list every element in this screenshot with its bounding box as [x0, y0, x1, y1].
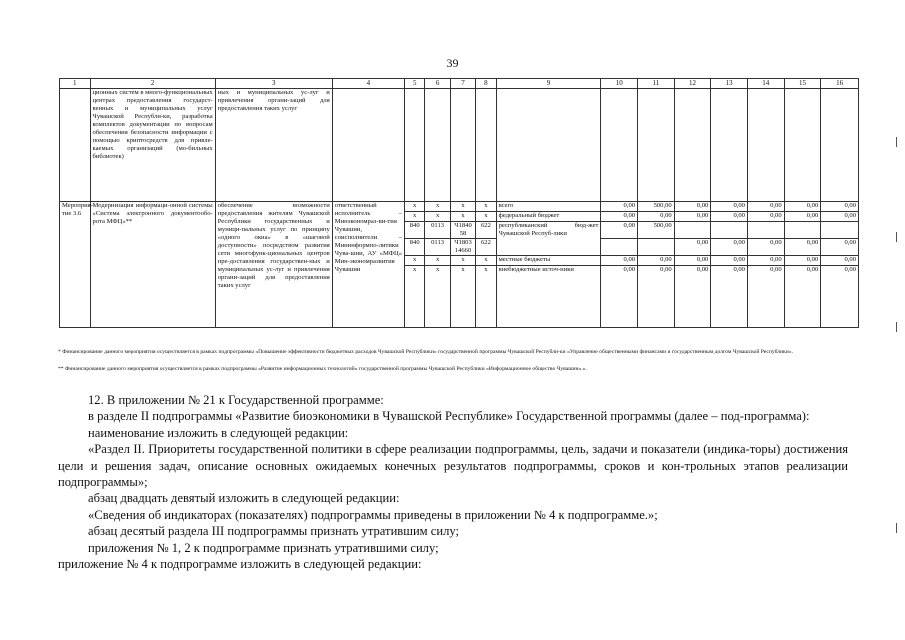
table-cell	[425, 89, 450, 202]
table-cell	[784, 89, 821, 202]
table-cell: Модернизация информаци-онной системы «Система электронного документообо-рота МФЦ»**	[90, 202, 215, 328]
header-cell: 3	[215, 79, 332, 89]
table-row	[60, 202, 859, 212]
table-cell: 0,00	[601, 202, 638, 212]
table-cell: 840	[405, 222, 425, 239]
table-cell	[638, 239, 675, 256]
table-cell: местные бюджеты	[496, 256, 601, 266]
table-cell: х	[450, 256, 475, 266]
table-cell: 0,00	[747, 202, 784, 212]
table-cell: 0,00	[674, 202, 711, 212]
table-cell	[332, 89, 404, 202]
scan-mark	[896, 232, 897, 242]
header-cell: 8	[476, 79, 496, 89]
header-cell: 13	[711, 79, 748, 89]
paragraph: в разделе II подпрограммы «Развитие биоэкономики в Чувашской Республике» Государственной программы (далее – под-программа):	[88, 409, 810, 424]
table-cell: х	[425, 202, 450, 212]
header-cell: 14	[747, 79, 784, 89]
paragraph: 12. В приложении № 21 к Государственной программе:	[88, 393, 384, 407]
table-cell: Мероприя-тие 3.6	[60, 202, 91, 328]
table-cell: 0,00	[784, 239, 821, 256]
table-cell: 0,00	[784, 256, 821, 266]
table-cell: 0,00	[601, 222, 638, 239]
table-cell: 0,00	[821, 202, 859, 212]
table-cell: 0,00	[638, 266, 675, 328]
page-number: 39	[446, 56, 459, 70]
table-cell	[821, 222, 859, 239]
table-header-row	[60, 79, 859, 89]
budget-table	[59, 78, 859, 328]
table-cell	[747, 89, 784, 202]
table-cell: внебюджетные источ-ники	[496, 266, 601, 328]
table-cell: 0,00	[674, 239, 711, 256]
paragraph: наименование изложить в следующей редакции:	[88, 425, 349, 440]
table-row	[60, 89, 859, 202]
table-cell: х	[405, 212, 425, 222]
table-cell: 840	[405, 239, 425, 256]
header-cell: 4	[332, 79, 404, 89]
table-cell: 0,00	[747, 212, 784, 222]
table-cell: федеральный бюджет	[496, 212, 601, 222]
table-cell	[674, 89, 711, 202]
body-text	[58, 392, 848, 572]
table-cell: 0,00	[747, 266, 784, 328]
table-cell: х	[476, 256, 496, 266]
header-cell: 9	[496, 79, 601, 89]
scan-mark	[896, 523, 897, 533]
table-cell: 500,00	[638, 222, 675, 239]
table-cell	[476, 89, 496, 202]
table-cell: 0113	[425, 222, 450, 239]
table-cell: х	[405, 256, 425, 266]
header-cell: 1	[60, 79, 91, 89]
table-cell	[784, 222, 821, 239]
table-cell: 0,00	[711, 202, 748, 212]
table-cell: 0113	[425, 239, 450, 256]
table-cell: 622	[476, 222, 496, 239]
paragraph: «Сведения об индикаторах (показателях) подпрограммы приведены в приложении № 4 к подпрограмме.»;	[88, 507, 658, 522]
table-cell: ответственный исполнитель – Минэкономраз-ви-тия Чувашии, соисполнители – Мининформпо-литики Чува-шии, АУ «МФЦ» Мин-экономразвития Чувашии	[332, 202, 404, 328]
table-cell	[674, 222, 711, 239]
table-cell: 0,00	[747, 256, 784, 266]
header-cell: 6	[425, 79, 450, 89]
table-cell: 0,00	[821, 212, 859, 222]
table-cell: 0,00	[674, 212, 711, 222]
table-cell	[638, 89, 675, 202]
table-cell: х	[405, 202, 425, 212]
table-cell	[711, 89, 748, 202]
table-cell: 622	[476, 239, 496, 256]
table-cell: республиканский бюд-жет Чувашской Респуб-лики	[496, 222, 601, 256]
table-cell: Ч1840 58	[450, 222, 475, 239]
paragraph: приложения № 1, 2 к подпрограмме признать утратившими силу;	[88, 540, 439, 555]
table-cell	[60, 89, 91, 202]
table-cell	[405, 89, 425, 202]
table-cell: 0,00	[638, 256, 675, 266]
table-cell: Ч1803 14660	[450, 239, 475, 256]
table-cell: ных и муниципальных ус-луг и привлечения органи-заций для предоставления таких услуг	[215, 89, 332, 202]
table-cell: 0,00	[821, 256, 859, 266]
table-cell: 0,00	[747, 239, 784, 256]
header-cell: 2	[90, 79, 215, 89]
scan-mark	[896, 137, 897, 147]
table-cell: х	[450, 212, 475, 222]
table-cell: 0,00	[784, 212, 821, 222]
table-cell: х	[425, 266, 450, 328]
table-cell: 0,00	[638, 212, 675, 222]
table-cell: х	[425, 212, 450, 222]
header-cell: 15	[784, 79, 821, 89]
table-cell: 0,00	[711, 256, 748, 266]
paragraph: «Раздел II. Приоритеты государственной политики в сфере реализации подпрограммы, цель, задачи и показатели (индика-торы) достижения цели и решения задач, описание основных ожидаемых конечных результатов подпрограммы, сроков и кон-трольных этапов реализации подпрограммы»;	[58, 442, 848, 490]
table-cell	[747, 222, 784, 239]
table-cell: всего	[496, 202, 601, 212]
table-cell: х	[450, 266, 475, 328]
table-cell	[711, 222, 748, 239]
header-cell: 11	[638, 79, 675, 89]
table-cell: х	[476, 266, 496, 328]
table-cell: 0,00	[784, 266, 821, 328]
table-cell: 0,00	[674, 256, 711, 266]
table-cell	[601, 89, 638, 202]
table-cell: х	[425, 256, 450, 266]
table-cell: 0,00	[821, 266, 859, 328]
table-cell	[601, 239, 638, 256]
table-cell: 0,00	[601, 256, 638, 266]
scan-mark	[896, 322, 897, 332]
table-cell: обеспечение возможности предоставления жителям Чувашской Республики государственных и муници-пальных услуг по принципу «одного окна» в «шаговой доступности» посредством развития сети многофунк-циональных центров пре-доставления государствен-ных и муниципальных ус-луг и привлечения органи-заций для предоставления таких услуг	[215, 202, 332, 328]
table-cell: 0,00	[674, 266, 711, 328]
header-cell: 10	[601, 79, 638, 89]
footnote: * Финансирование данного мероприятия осуществляется в рамках подпрограммы «Повышение эффективности бюджетных расходов Чувашской Республики» государственной программы Чувашской Республи-ки «Управление общественными финансами и государственным долгом Чувашской Республики».	[58, 349, 793, 355]
table-cell: х	[405, 266, 425, 328]
header-cell: 16	[821, 79, 859, 89]
footnote: ** Финансирование данного мероприятия осуществляется в рамках подпрограммы «Развитие информационных технологий» государственной программы Чувашской Республики «Информационное общество Чувашии».».	[58, 366, 587, 372]
table-cell	[821, 89, 859, 202]
table-cell: 500,00	[638, 202, 675, 212]
table-cell: 0,00	[821, 239, 859, 256]
table-cell: 0,00	[711, 212, 748, 222]
header-cell: 12	[674, 79, 711, 89]
table-cell: 0,00	[601, 266, 638, 328]
table-cell: 0,00	[784, 202, 821, 212]
header-cell: 7	[450, 79, 475, 89]
table-cell: ционных систем в много-функциональных центрах предоставления государст-венных и муниципальных услуг Чувашской Республи-ки, разработка комплектов документации по вопросам обеспечения безопасности информации с помощью криптосредств для привле-каемых организаций (мо-бильных библиотек)	[90, 89, 215, 202]
table-cell: 0,00	[601, 212, 638, 222]
table-cell: 0,00	[711, 266, 748, 328]
paragraph: абзац двадцать девятый изложить в следующей редакции:	[88, 491, 400, 506]
paragraph: приложение № 4 к подпрограмме изложить в следующей редакции:	[58, 557, 422, 572]
table-cell: х	[476, 202, 496, 212]
table-cell: х	[450, 202, 475, 212]
table-cell: х	[476, 212, 496, 222]
paragraph: абзац десятый раздела III подпрограммы признать утратившим силу;	[88, 524, 460, 539]
table-cell: 0,00	[711, 239, 748, 256]
table-cell	[496, 89, 601, 202]
header-cell: 5	[405, 79, 425, 89]
table-cell	[450, 89, 475, 202]
